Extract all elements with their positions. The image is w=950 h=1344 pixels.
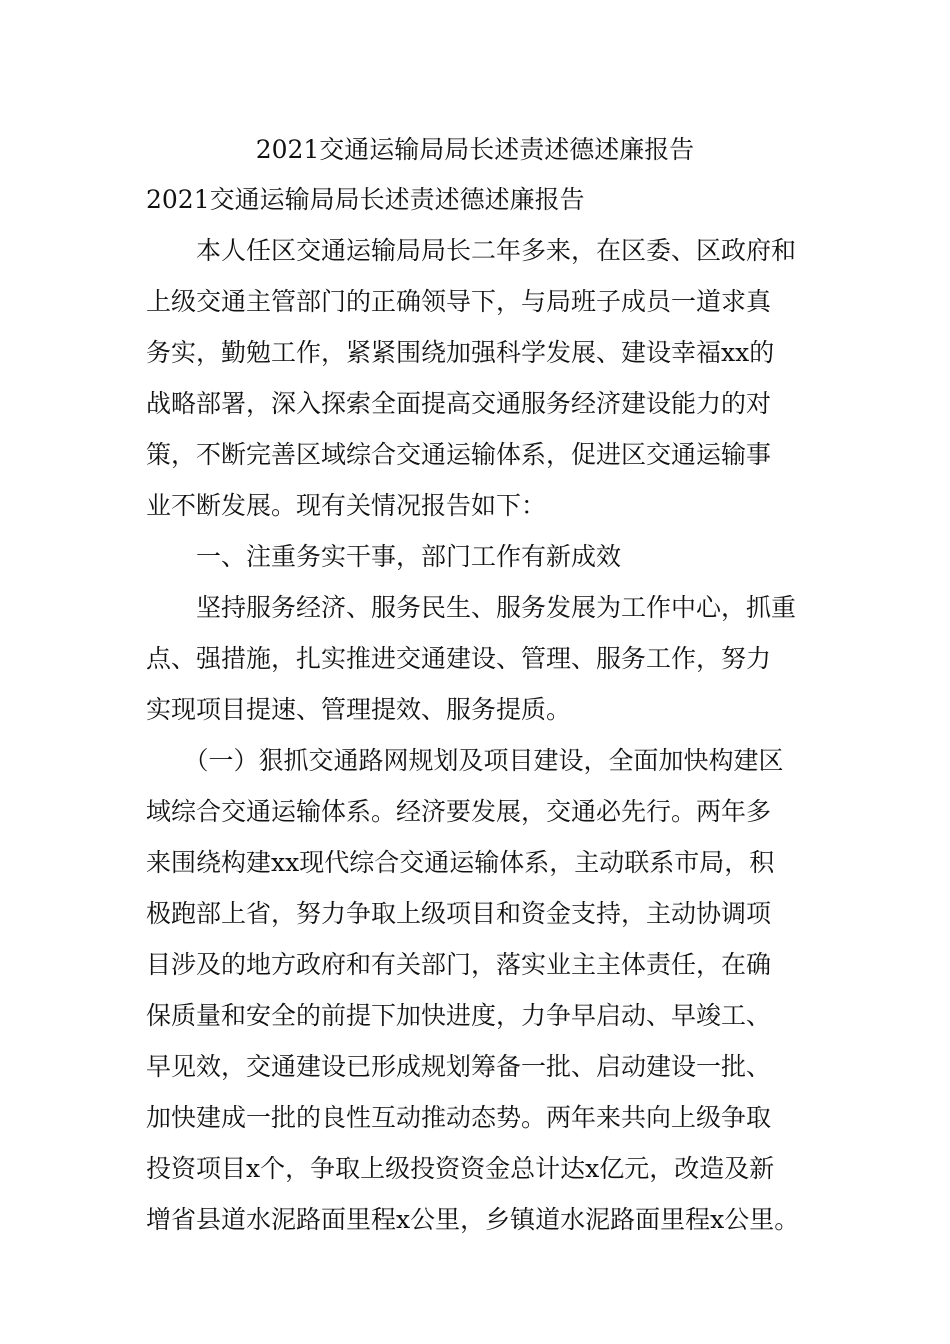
paragraph-line: 务实，勤勉工作，紧紧围绕加强科学发展、建设幸福xx的 [146, 338, 775, 367]
paragraph-line: 域综合交通运输体系。经济要发展，交通必先行。两年多 [146, 797, 772, 826]
paragraph-line: 加快建成一批的良性互动推动态势。两年来共向上级争取 [146, 1103, 772, 1132]
subtitle-line: 2021交通运输局局长述责述德述廉报告 [146, 185, 585, 214]
paragraph-line: 坚持服务经济、服务民生、服务发展为工作中心，抓重 [146, 593, 797, 622]
paragraph-line: 业不断发展。现有关情况报告如下： [146, 491, 547, 520]
paragraph-line: 极跑部上省，努力争取上级项目和资金支持，主动协调项 [146, 899, 772, 928]
section-heading-line: 一、注重务实干事，部门工作有新成效 [146, 542, 622, 571]
paragraph-line: 战略部署，深入探索全面提高交通服务经济建设能力的对 [146, 389, 772, 418]
paragraph-line: 实现项目提速、管理提效、服务提质。 [146, 695, 572, 724]
paragraph-line: 保质量和安全的前提下加快进度，力争早启动、早竣工、 [146, 1001, 772, 1030]
paragraph-line: 点、强措施，扎实推进交通建设、管理、服务工作，努力 [146, 644, 772, 673]
paragraph-line: 目涉及的地方政府和有关部门，落实业主主体责任，在确 [146, 950, 772, 979]
paragraph-line: 增省县道水泥路面里程x公里，乡镇道水泥路面里程x公里。 [146, 1205, 800, 1234]
paragraph-line: 上级交通主管部门的正确领导下，与局班子成员一道求真 [146, 287, 772, 316]
document-body [146, 174, 826, 1245]
paragraph-line: 策，不断完善区域综合交通运输体系，促进区交通运输事 [146, 440, 772, 469]
document-title: 2021交通运输局局长述责述德述廉报告 [255, 135, 695, 164]
paragraph-line: 早见效，交通建设已形成规划筹备一批、启动建设一批、 [146, 1052, 772, 1081]
paragraph-line: 来围绕构建xx现代综合交通运输体系，主动联系市局，积 [146, 848, 775, 877]
paragraph-line: 投资项目x个，争取上级投资资金总计达x亿元，改造及新 [146, 1154, 775, 1183]
paragraph-line: 本人任区交通运输局局长二年多来，在区委、区政府和 [146, 236, 797, 265]
paragraph-line: （一）狠抓交通路网规划及项目建设，全面加快构建区 [146, 746, 784, 775]
